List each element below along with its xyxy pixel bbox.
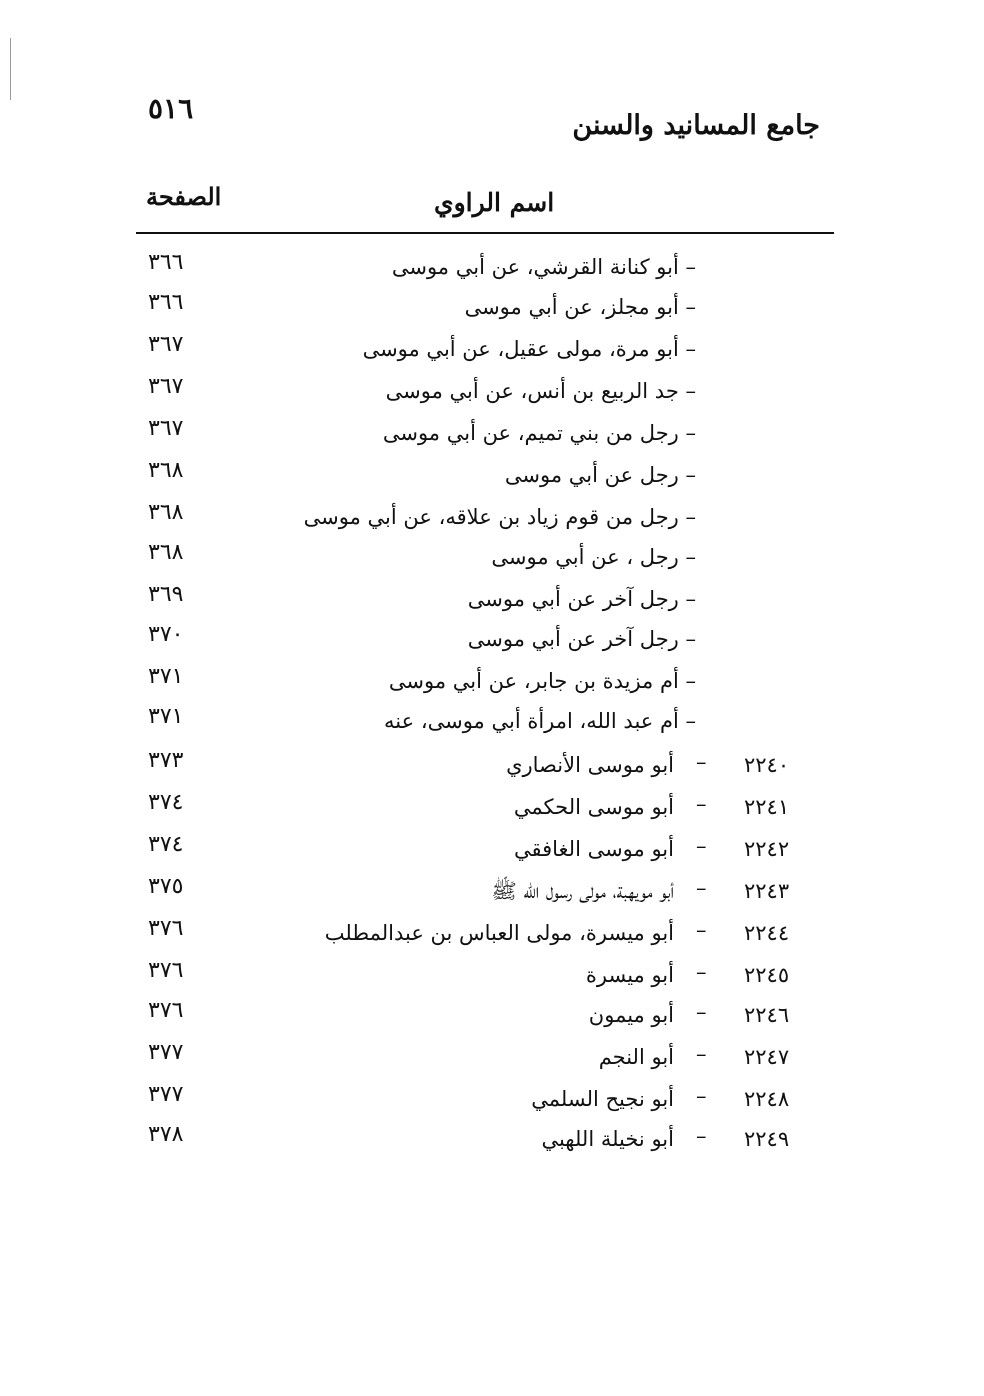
table-row xyxy=(0,288,984,330)
page-reference: ٣٦٨ xyxy=(148,540,184,565)
page-reference: ٣٦٦ xyxy=(148,290,184,315)
table-row xyxy=(0,788,984,830)
narrator-name: – جد الربيع بن أنس، عن أبي موسى xyxy=(385,379,696,403)
entry-dash: – xyxy=(696,750,707,774)
entry-dash: – xyxy=(696,960,707,984)
table-row xyxy=(0,456,984,498)
entry-dash: – xyxy=(696,792,707,816)
entry-number: ٢٢٤١ xyxy=(744,795,790,819)
table-row xyxy=(0,1080,984,1122)
table-row xyxy=(0,580,984,622)
page-reference: ٣٧١ xyxy=(148,704,184,729)
page-reference: ٣٧٦ xyxy=(148,998,184,1023)
page-reference: ٣٧١ xyxy=(148,664,184,689)
entry-dash: – xyxy=(696,1000,707,1024)
page-reference: ٣٧٣ xyxy=(148,748,184,773)
entry-dash: – xyxy=(696,1084,707,1108)
narrator-name: أبو موسى الأنصاري xyxy=(506,753,674,777)
page-reference: ٣٦٨ xyxy=(148,500,184,525)
table-row xyxy=(0,830,984,872)
entry-number: ٢٢٤٤ xyxy=(744,921,790,945)
narrator-name: أبو ميسرة xyxy=(585,963,674,987)
table-row xyxy=(0,914,984,956)
narrator-name: أبو موسى الغافقي xyxy=(513,837,674,861)
narrator-name: – رجل عن أبي موسى xyxy=(504,463,696,487)
narrator-name: – رجل ، عن أبي موسى xyxy=(491,545,696,569)
table-row xyxy=(0,1120,984,1162)
margin-line xyxy=(10,38,11,100)
page-column-header: الصفحة xyxy=(146,182,222,211)
narrator-name: – أم عبد الله، امرأة أبي موسى، عنه xyxy=(384,709,696,733)
narrator-column-header: اسم الراوي xyxy=(434,188,555,217)
page-reference: ٣٧٦ xyxy=(148,916,184,941)
entry-dash: – xyxy=(696,876,707,900)
entry-number: ٢٢٤٦ xyxy=(744,1003,790,1027)
page-reference: ٣٧٧ xyxy=(148,1040,184,1065)
header-rule xyxy=(136,232,834,234)
book-title: جامع المسانيد والسنن xyxy=(572,110,820,141)
page-reference: ٣٧٨ xyxy=(148,1122,184,1147)
table-row xyxy=(0,414,984,456)
page-reference: ٣٧٧ xyxy=(148,1082,184,1107)
page-reference: ٣٦٩ xyxy=(148,582,184,607)
entry-number: ٢٢٤٧ xyxy=(744,1045,790,1069)
narrator-name: – أبو مرة، مولى عقيل، عن أبي موسى xyxy=(362,337,696,361)
entry-number: ٢٢٤٥ xyxy=(744,963,790,987)
table-row xyxy=(0,330,984,372)
table-row xyxy=(0,662,984,704)
table-row xyxy=(0,956,984,998)
table-row xyxy=(0,498,984,540)
table-row xyxy=(0,248,984,290)
table-row xyxy=(0,538,984,580)
narrator-name: – رجل آخر عن أبي موسى xyxy=(467,587,696,611)
table-row xyxy=(0,996,984,1038)
page-reference: ٣٧٠ xyxy=(148,622,184,647)
table-row xyxy=(0,872,984,914)
entry-number: ٢٢٤٣ xyxy=(744,879,790,903)
page-reference: ٣٦٦ xyxy=(148,250,184,275)
narrator-name: أبو ميسرة، مولى العباس بن عبدالمطلب xyxy=(324,921,674,945)
narrator-name: – رجل من بني تميم، عن أبي موسى xyxy=(382,421,696,445)
entry-dash: – xyxy=(696,1042,707,1066)
narrator-name: أبو ميمون xyxy=(588,1003,674,1027)
narrator-name: أبو موسى الحكمي xyxy=(513,795,674,819)
narrator-name: أبو مويهبة، مولى رسول الله ﷺ xyxy=(491,879,674,903)
entry-number: ٢٢٤٩ xyxy=(744,1127,790,1151)
narrator-name: – رجل من قوم زياد بن علاقه، عن أبي موسى xyxy=(303,505,696,529)
table-row xyxy=(0,620,984,662)
narrator-name: أبو نجيح السلمي xyxy=(531,1087,674,1111)
page-reference: ٣٧٦ xyxy=(148,958,184,983)
page-reference: ٣٧٤ xyxy=(148,832,184,857)
entry-dash: – xyxy=(696,1124,707,1148)
page-number: ٥١٦ xyxy=(148,92,194,125)
table-row xyxy=(0,372,984,414)
narrator-name: – أم مزيدة بن جابر، عن أبي موسى xyxy=(388,669,696,693)
entry-number: ٢٢٤٨ xyxy=(744,1087,790,1111)
table-row xyxy=(0,746,984,788)
page-reference: ٣٧٥ xyxy=(148,874,184,899)
page-reference: ٣٦٧ xyxy=(148,374,184,399)
entry-number: ٢٢٤٢ xyxy=(744,837,790,861)
narrator-name: – رجل آخر عن أبي موسى xyxy=(467,627,696,651)
entry-number: ٢٢٤٠ xyxy=(744,753,790,777)
page-reference: ٣٧٤ xyxy=(148,790,184,815)
entry-dash: – xyxy=(696,834,707,858)
entry-dash: – xyxy=(696,918,707,942)
page-reference: ٣٦٧ xyxy=(148,416,184,441)
narrator-name: – أبو كنانة القرشي، عن أبي موسى xyxy=(391,255,696,279)
table-row xyxy=(0,1038,984,1080)
narrator-name: أبو النجم xyxy=(598,1045,674,1069)
narrator-name: أبو نخيلة اللهبي xyxy=(541,1127,674,1151)
page-reference: ٣٦٧ xyxy=(148,332,184,357)
page-reference: ٣٦٨ xyxy=(148,458,184,483)
table-row xyxy=(0,702,984,744)
narrator-name: – أبو مجلز، عن أبي موسى xyxy=(464,295,696,319)
